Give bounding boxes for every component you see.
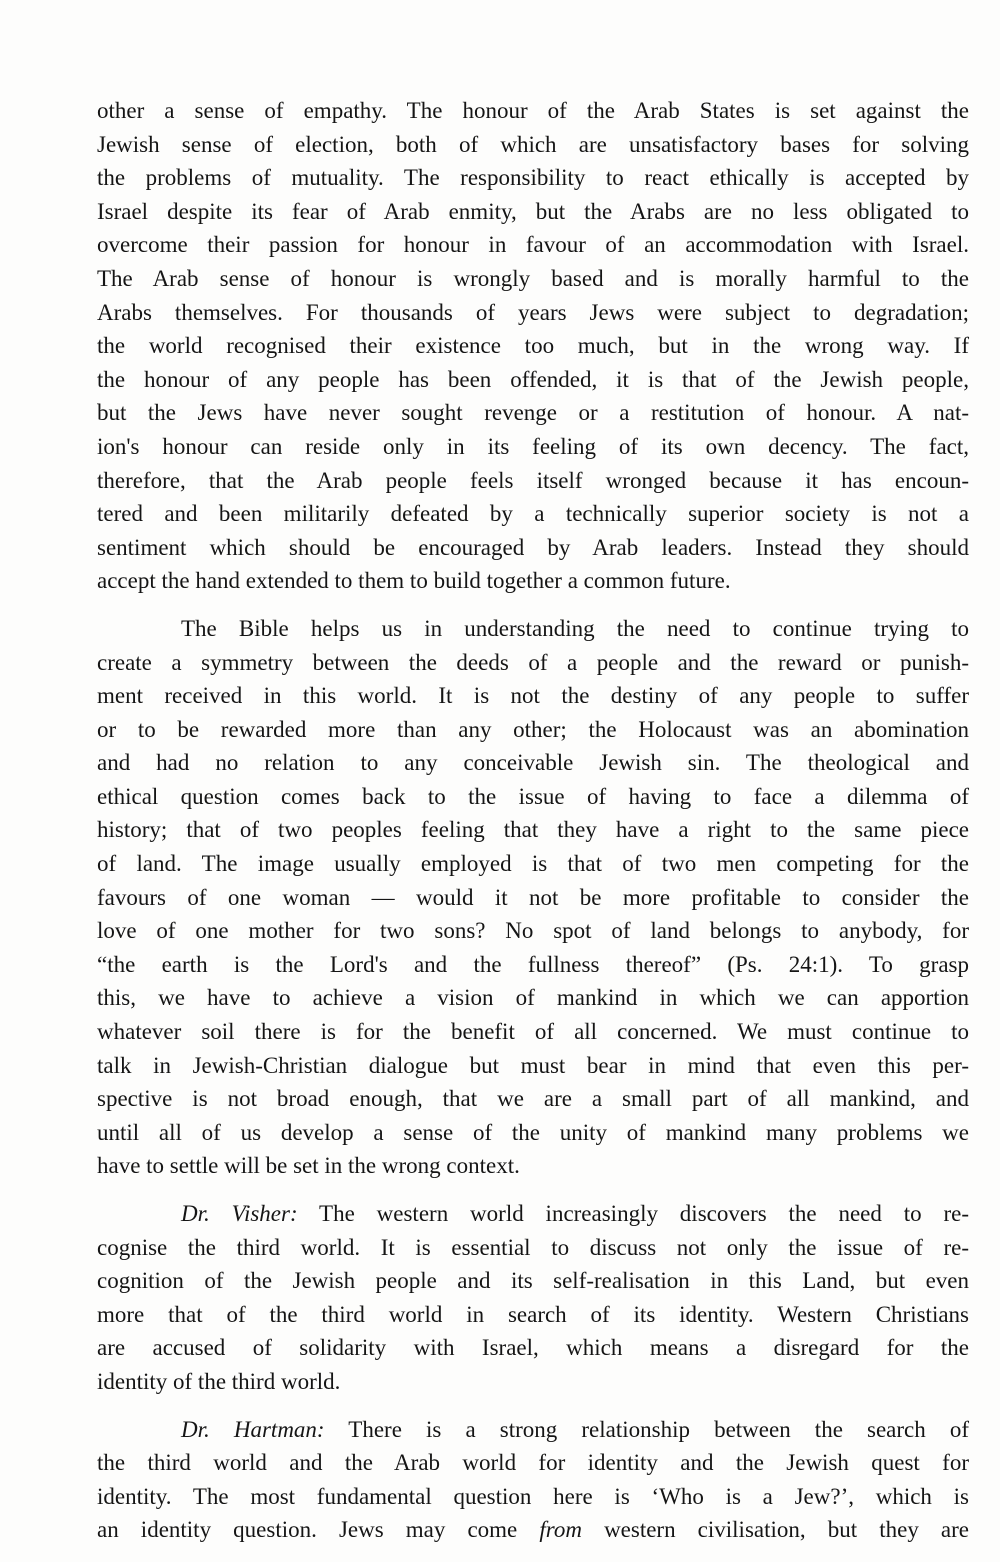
text-line: identity of the third world.: [97, 1368, 341, 1394]
paragraph-1: [97, 94, 969, 598]
text-line: cognition of the Jewish people and its self-realisation in this Land, but even: [97, 1268, 969, 1294]
text-line: ment received in this world. It is not the destiny of any people to suffer: [97, 683, 969, 709]
paragraph-2: [97, 612, 969, 1183]
italic-word: from: [539, 1517, 582, 1543]
text-line: sentiment which should be encouraged by Arab leaders. Instead they should: [97, 534, 969, 560]
text-line: are accused of solidarity with Israel, which means a disregard for the: [97, 1335, 969, 1361]
text-line: The Bible helps us in understanding the need to continue trying to: [181, 615, 969, 641]
text-fragment: an identity question. Jews may come: [97, 1517, 540, 1543]
text-line: history; that of two peoples feeling that they have a right to the same piece: [97, 817, 969, 843]
text-fragment: The western world increasingly discovers the need to re-: [297, 1201, 970, 1226]
text-line: identity. The most fundamental question here is ‘Who is a Jew?’, which is: [97, 1483, 969, 1509]
paragraph-4: [97, 1413, 969, 1547]
speaker-name: Dr. Visher:: [181, 1201, 298, 1226]
text-line: favours of one woman — would it not be more profitable to consider the: [97, 884, 969, 910]
text-line: ethical question comes back to the issue of having to face a dilemma of: [97, 783, 969, 809]
text-line: and had no relation to any conceivable Jewish sin. The theological and: [97, 750, 969, 776]
text-line: the problems of mutuality. The responsibility to react ethically is accepted by: [97, 165, 969, 191]
text-line: spective is not broad enough, that we are a small part of all mankind, and: [97, 1086, 969, 1112]
text-line: The Arab sense of honour is wrongly based and is morally harmful to the: [97, 265, 969, 291]
text-line: Jewish sense of election, both of which are unsatisfactory bases for solving: [97, 131, 969, 157]
text-line: [97, 1413, 969, 1447]
text-line: the third world and the Arab world for identity and the Jewish quest for: [97, 1450, 969, 1476]
text-line: more that of the third world in search of its identity. Western Christians: [97, 1301, 969, 1327]
text-line: of land. The image usually employed is that of two men competing for the: [97, 851, 969, 877]
text-line: the world recognised their existence too much, but in the wrong way. If: [97, 333, 969, 359]
text-line: other a sense of empathy. The honour of the Arab States is set against the: [97, 98, 969, 123]
text-line: cognise the third world. It is essential to discuss not only the issue of re-: [97, 1234, 969, 1260]
text-line: love of one mother for two sons? No spot of land belongs to anybody, for: [97, 918, 969, 944]
text-line: the honour of any people has been offended, it is that of the Jewish people,: [97, 366, 969, 392]
text-line: accept the hand extended to them to build together a common future.: [97, 568, 731, 594]
body-text: [97, 94, 969, 1547]
speaker-name: Dr. Hartman:: [181, 1416, 325, 1442]
text-line: [97, 1197, 969, 1231]
text-line: this, we have to achieve a vision of mankind in which we can apportion: [97, 985, 969, 1011]
text-line: ion's honour can reside only in its feeling of its own decency. The fact,: [97, 433, 969, 459]
text-line: until all of us develop a sense of the unity of mankind many problems we: [97, 1119, 969, 1145]
text-line: whatever soil there is for the benefit of all concerned. We must continue to: [97, 1019, 969, 1045]
text-line: or to be rewarded more than any other; the Holocaust was an abomination: [97, 716, 969, 742]
text-line: overcome their passion for honour in favour of an accommodation with Israel.: [97, 232, 969, 258]
text-line: [97, 1513, 969, 1547]
text-line: “the earth is the Lord's and the fullness thereof” (Ps. 24:1). To grasp: [97, 951, 969, 977]
text-fragment: There is a strong relationship between the search of: [324, 1416, 970, 1442]
text-line: talk in Jewish-Christian dialogue but must bear in mind that even this per-: [97, 1052, 969, 1078]
text-line: tered and been militarily defeated by a technically superior society is not a: [97, 501, 969, 527]
text-fragment: western civilisation, but they are: [581, 1517, 969, 1543]
text-line: have to settle will be set in the wrong context.: [97, 1153, 520, 1179]
text-line: Arabs themselves. For thousands of years Jews were subject to degradation;: [97, 299, 969, 325]
text-line: therefore, that the Arab people feels itself wronged because it has encoun-: [97, 467, 969, 493]
paragraph-3: [97, 1197, 969, 1399]
text-line: but the Jews have never sought revenge or a restitution of honour. A nat-: [97, 400, 969, 426]
text-line: create a symmetry between the deeds of a people and the reward or punish-: [97, 649, 969, 675]
text-line: Israel despite its fear of Arab enmity, but the Arabs are no less obligated to: [97, 198, 969, 224]
